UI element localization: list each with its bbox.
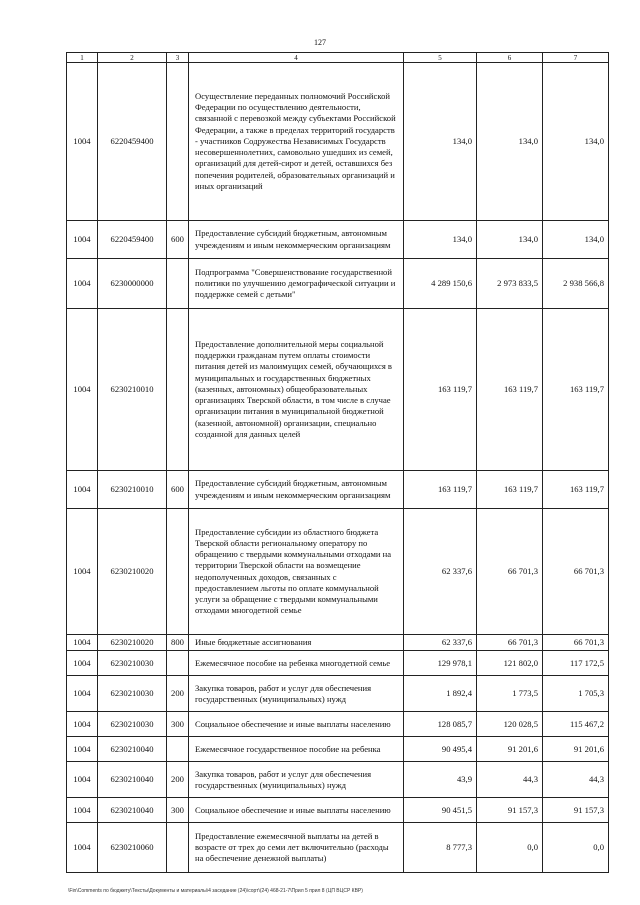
target-article-cell: 6230210020 (98, 635, 167, 651)
value-year1-cell: 163 119,7 (404, 471, 477, 509)
table-row (67, 823, 609, 873)
column-header: 1 (67, 53, 98, 63)
expense-type-cell (167, 823, 189, 873)
value-year2-cell: 91 157,3 (477, 798, 543, 823)
value-year2-cell: 91 201,6 (477, 737, 543, 762)
value-year3-cell: 91 157,3 (543, 798, 609, 823)
value-year3-cell: 66 701,3 (543, 635, 609, 651)
file-path-footer: \Fin\Comments по бюджету\Тексты\Документы и материалы\4 заседание (24)\сорт\(24) 468-21-7\Прил 5 прил 8 (ЦП ВЦСР КВР) (68, 888, 363, 894)
expense-type-cell (167, 63, 189, 221)
code-section-cell: 1004 (67, 309, 98, 471)
description-cell: Подпрограмма "Совершенствование государственной политики по улучшению демографической ситуации и поддержке семей с детьми" (189, 259, 404, 309)
target-article-cell: 6230210040 (98, 798, 167, 823)
value-year1-cell: 129 978,1 (404, 651, 477, 676)
value-year3-cell: 134,0 (543, 63, 609, 221)
description-cell: Ежемесячное пособие на ребенка многодетной семье (189, 651, 404, 676)
code-section-cell: 1004 (67, 635, 98, 651)
code-section-cell: 1004 (67, 471, 98, 509)
code-section-cell: 1004 (67, 651, 98, 676)
target-article-cell: 6230210040 (98, 737, 167, 762)
value-year1-cell: 128 085,7 (404, 712, 477, 737)
table-row (67, 221, 609, 259)
expense-type-cell: 300 (167, 712, 189, 737)
expense-type-cell: 600 (167, 221, 189, 259)
value-year1-cell: 43,9 (404, 762, 477, 798)
expense-type-cell: 200 (167, 676, 189, 712)
table-row (67, 309, 609, 471)
value-year2-cell: 134,0 (477, 63, 543, 221)
target-article-cell: 6220459400 (98, 63, 167, 221)
description-cell: Социальное обеспечение и иные выплаты населению (189, 798, 404, 823)
column-header: 7 (543, 53, 609, 63)
value-year1-cell: 90 495,4 (404, 737, 477, 762)
table-row (67, 509, 609, 635)
target-article-cell: 6230210030 (98, 651, 167, 676)
description-cell: Осуществление переданных полномочий Российской Федерации по осуществлению деятельности, связанной с перевозкой между субъектами Российской Федерации, а также в пределах территорий государств - участников Содружества Независимых Государств несовершеннолетних, самовольно ушедших из семей, организаций для детей-сирот и детей, оставшихся без попечения родителей, образовательных организаций и иных организаций (189, 63, 404, 221)
description-cell: Социальное обеспечение и иные выплаты населению (189, 712, 404, 737)
expense-type-cell (167, 259, 189, 309)
table-row (67, 676, 609, 712)
description-cell: Иные бюджетные ассигнования (189, 635, 404, 651)
value-year3-cell: 134,0 (543, 221, 609, 259)
value-year2-cell: 120 028,5 (477, 712, 543, 737)
target-article-cell: 6230210040 (98, 762, 167, 798)
target-article-cell: 6230210030 (98, 676, 167, 712)
value-year2-cell: 134,0 (477, 221, 543, 259)
description-cell: Предоставление дополнительной меры социальной поддержки гражданам путем оплаты стоимости питания детей из малоимущих семей, обучающихся в муниципальных и государственных бюджетных (казенных, автономных) общеобразовательных организациях Тверской области, в том числе в случае организации питания в муниципальной бюджетной (казенной, автономной) организации, специально созданной для данных целей (189, 309, 404, 471)
value-year1-cell: 134,0 (404, 221, 477, 259)
value-year2-cell: 163 119,7 (477, 471, 543, 509)
target-article-cell: 6230210010 (98, 471, 167, 509)
expense-type-cell: 200 (167, 762, 189, 798)
code-section-cell: 1004 (67, 823, 98, 873)
expense-type-cell: 600 (167, 471, 189, 509)
code-section-cell: 1004 (67, 259, 98, 309)
budget-table (66, 52, 609, 873)
code-section-cell: 1004 (67, 798, 98, 823)
value-year2-cell: 163 119,7 (477, 309, 543, 471)
expense-type-cell (167, 309, 189, 471)
table-row (67, 712, 609, 737)
table-row (67, 259, 609, 309)
value-year1-cell: 62 337,6 (404, 509, 477, 635)
target-article-cell: 6220459400 (98, 221, 167, 259)
value-year3-cell: 163 119,7 (543, 309, 609, 471)
column-header: 3 (167, 53, 189, 63)
value-year3-cell: 163 119,7 (543, 471, 609, 509)
code-section-cell: 1004 (67, 737, 98, 762)
target-article-cell: 6230210060 (98, 823, 167, 873)
description-cell: Предоставление субсидий бюджетным, автономным учреждениям и иным некоммерческим организациям (189, 221, 404, 259)
value-year3-cell: 115 467,2 (543, 712, 609, 737)
value-year2-cell: 121 802,0 (477, 651, 543, 676)
value-year1-cell: 62 337,6 (404, 635, 477, 651)
value-year1-cell: 134,0 (404, 63, 477, 221)
table-row (67, 635, 609, 651)
table-row (67, 63, 609, 221)
column-header: 4 (189, 53, 404, 63)
table-row (67, 737, 609, 762)
value-year2-cell: 44,3 (477, 762, 543, 798)
target-article-cell: 6230210020 (98, 509, 167, 635)
value-year2-cell: 2 973 833,5 (477, 259, 543, 309)
description-cell: Предоставление субсидий бюджетным, автономным учреждениям и иным некоммерческим организациям (189, 471, 404, 509)
code-section-cell: 1004 (67, 712, 98, 737)
description-cell: Закупка товаров, работ и услуг для обеспечения государственных (муниципальных) нужд (189, 676, 404, 712)
value-year3-cell: 2 938 566,8 (543, 259, 609, 309)
value-year3-cell: 0,0 (543, 823, 609, 873)
description-cell: Закупка товаров, работ и услуг для обеспечения государственных (муниципальных) нужд (189, 762, 404, 798)
description-cell: Предоставление ежемесячной выплаты на детей в возрасте от трех до семи лет включительно (расходы на обеспечение денежной выплаты) (189, 823, 404, 873)
column-header: 5 (404, 53, 477, 63)
value-year1-cell: 1 892,4 (404, 676, 477, 712)
table-row (67, 471, 609, 509)
code-section-cell: 1004 (67, 509, 98, 635)
value-year1-cell: 8 777,3 (404, 823, 477, 873)
table-header-row (67, 53, 609, 63)
column-header: 2 (98, 53, 167, 63)
value-year2-cell: 66 701,3 (477, 635, 543, 651)
expense-type-cell (167, 651, 189, 676)
page-number: 127 (314, 38, 326, 47)
description-cell: Предоставление субсидии из областного бюджета Тверской области региональному оператору по обращению с твердыми коммунальными отходами на территории Тверской области на возмещение недополученных доходов, связанных с предоставлением льготы по оплате коммунальной услуги за обращение с твердыми коммунальными отходами многодетной семье (189, 509, 404, 635)
value-year1-cell: 90 451,5 (404, 798, 477, 823)
value-year3-cell: 44,3 (543, 762, 609, 798)
value-year2-cell: 66 701,3 (477, 509, 543, 635)
value-year3-cell: 91 201,6 (543, 737, 609, 762)
code-section-cell: 1004 (67, 676, 98, 712)
code-section-cell: 1004 (67, 762, 98, 798)
value-year3-cell: 1 705,3 (543, 676, 609, 712)
value-year3-cell: 117 172,5 (543, 651, 609, 676)
code-section-cell: 1004 (67, 221, 98, 259)
target-article-cell: 6230210030 (98, 712, 167, 737)
expense-type-cell (167, 509, 189, 635)
expense-type-cell: 300 (167, 798, 189, 823)
description-cell: Ежемесячное государственное пособие на ребенка (189, 737, 404, 762)
table-row (67, 651, 609, 676)
value-year2-cell: 1 773,5 (477, 676, 543, 712)
expense-type-cell (167, 737, 189, 762)
column-header: 6 (477, 53, 543, 63)
code-section-cell: 1004 (67, 63, 98, 221)
expense-type-cell: 800 (167, 635, 189, 651)
table-row (67, 762, 609, 798)
value-year1-cell: 4 289 150,6 (404, 259, 477, 309)
value-year3-cell: 66 701,3 (543, 509, 609, 635)
target-article-cell: 6230000000 (98, 259, 167, 309)
value-year2-cell: 0,0 (477, 823, 543, 873)
table-row (67, 798, 609, 823)
value-year1-cell: 163 119,7 (404, 309, 477, 471)
target-article-cell: 6230210010 (98, 309, 167, 471)
